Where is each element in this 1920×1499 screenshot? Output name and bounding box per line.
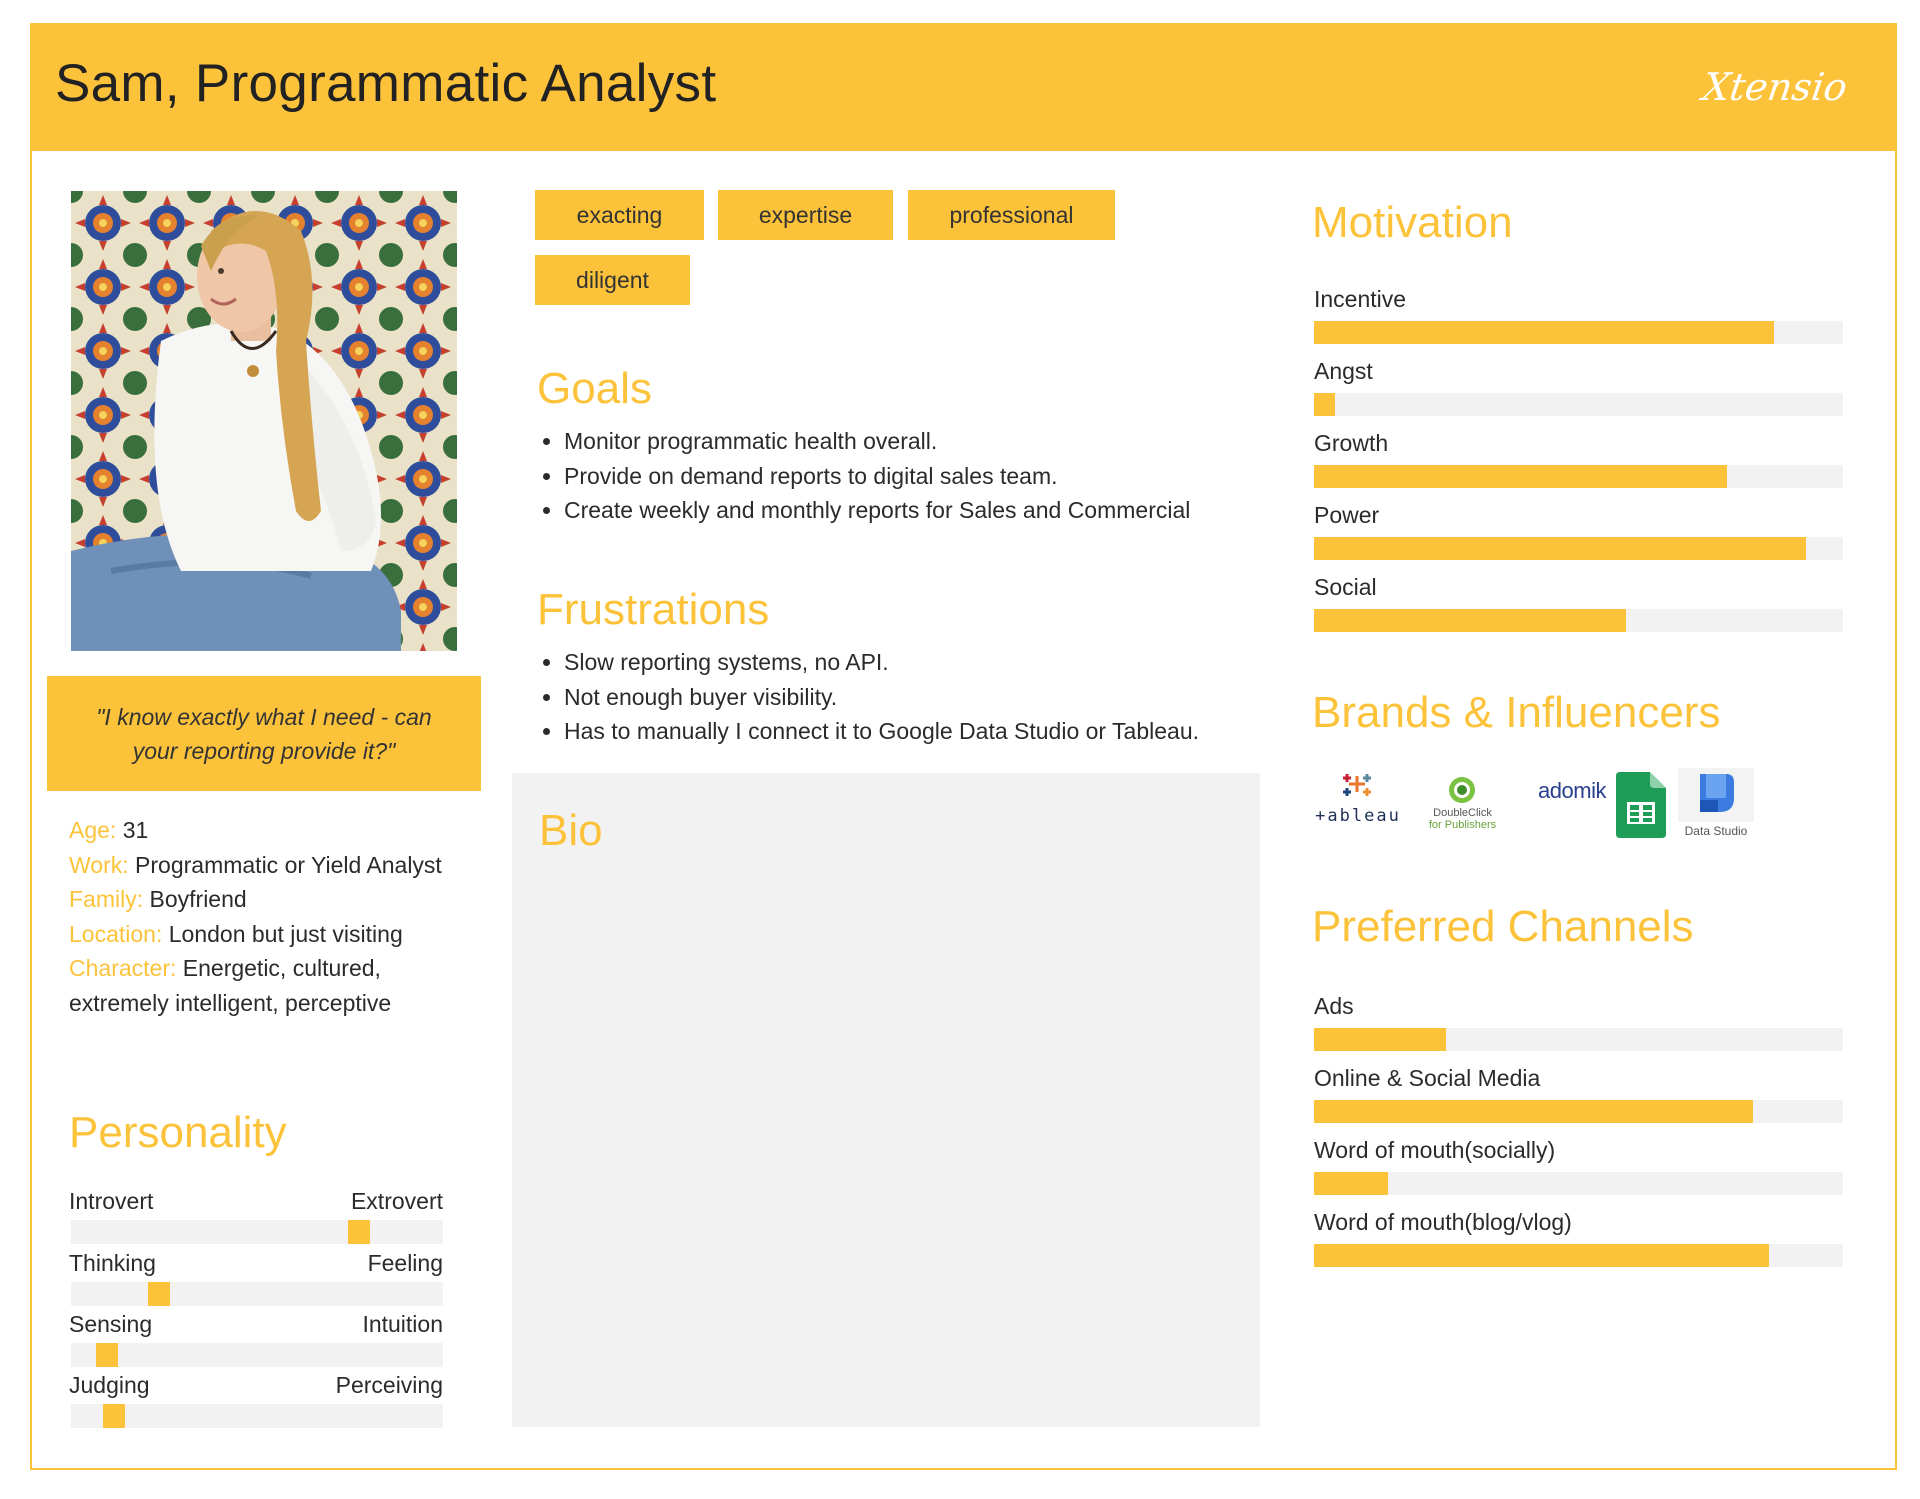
frustration-item: • Not enough buyer visibility. xyxy=(564,680,1199,715)
persona-photo xyxy=(71,191,457,651)
bar-track xyxy=(1314,537,1843,560)
motivation-bar xyxy=(1314,286,1843,346)
bar-track xyxy=(1314,465,1843,488)
slider-right-label: Feeling xyxy=(367,1250,443,1276)
bar-label: Growth xyxy=(1314,430,1389,456)
doubleclick-name: DoubleClick xyxy=(1433,807,1492,819)
demographic-value: Programmatic or Yield Analyst xyxy=(135,851,442,878)
demographic-label: Work: xyxy=(69,851,129,878)
bar-label: Angst xyxy=(1314,358,1373,384)
google-sheets-logo xyxy=(1616,772,1666,838)
bar-label: Power xyxy=(1314,502,1380,528)
slider-track xyxy=(71,1404,443,1428)
personality-slider xyxy=(69,1372,443,1432)
bar-fill xyxy=(1314,1244,1769,1267)
motivation-bar xyxy=(1314,502,1843,562)
persona-quote: "I know exactly what I need - can your reporting provide it?" xyxy=(47,676,481,791)
sheets-icon xyxy=(1616,772,1666,838)
brands-logos xyxy=(1310,770,1870,850)
channels-title: Preferred Channels xyxy=(1312,902,1694,951)
motivation-bar xyxy=(1314,574,1843,634)
demographic-character xyxy=(69,951,449,1020)
demographic-label: Character: xyxy=(69,955,177,981)
bar-track xyxy=(1314,609,1843,632)
slider-left-label: Introvert xyxy=(69,1188,154,1214)
demographics xyxy=(69,813,449,1020)
doubleclick-wordmark xyxy=(1410,807,1515,831)
personality-slider xyxy=(69,1250,443,1310)
slider-track xyxy=(71,1343,443,1367)
bar-track xyxy=(1314,1172,1843,1195)
channel-bar xyxy=(1314,1137,1843,1197)
bar-fill xyxy=(1314,321,1774,344)
frustrations-list xyxy=(538,645,1199,749)
slider-knob xyxy=(148,1282,170,1306)
bar-fill xyxy=(1314,465,1727,488)
goal-item: • Monitor programmatic health overall. xyxy=(564,424,1190,459)
channel-bar xyxy=(1314,1065,1843,1125)
personality-slider xyxy=(69,1311,443,1371)
channel-bar xyxy=(1314,993,1843,1053)
doubleclick-icon xyxy=(1410,775,1515,805)
demographic-label: Age: xyxy=(69,817,117,843)
demographic-age xyxy=(69,813,449,848)
header-bar xyxy=(30,23,1897,151)
bar-label: Word of mouth(blog/vlog) xyxy=(1314,1209,1572,1235)
bar-track xyxy=(1314,393,1843,416)
data-studio-wordmark: Data Studio xyxy=(1684,824,1748,838)
goal-item: • Create weekly and monthly reports for Sales and Commercial xyxy=(564,493,1190,528)
bar-label: Online & Social Media xyxy=(1314,1065,1541,1091)
bar-track xyxy=(1314,1100,1843,1123)
demographic-value: 31 xyxy=(122,817,149,843)
demographic-value: Boyfriend xyxy=(149,886,247,912)
data-studio-logo xyxy=(1678,768,1754,842)
demographic-value: London but just visiting xyxy=(168,920,403,947)
bar-track xyxy=(1314,321,1843,344)
demographic-label: Location: xyxy=(69,920,163,947)
frustration-item: • Slow reporting systems, no API. xyxy=(564,645,1199,680)
bar-label: Social xyxy=(1314,574,1377,600)
slider-track xyxy=(71,1282,443,1306)
personality-slider xyxy=(69,1188,443,1248)
slider-knob xyxy=(348,1220,370,1244)
tag-professional: professional xyxy=(908,190,1115,240)
slider-right-label: Perceiving xyxy=(335,1372,443,1398)
goal-item: • Provide on demand reports to digital sales team. xyxy=(564,459,1190,494)
slider-right-label: Intuition xyxy=(362,1311,443,1337)
bar-label: Word of mouth(socially) xyxy=(1314,1137,1556,1163)
slider-left-label: Thinking xyxy=(69,1250,156,1276)
demographic-work xyxy=(69,848,449,883)
tag-exacting: exacting xyxy=(535,190,704,240)
tableau-icon xyxy=(1310,770,1406,840)
bio-panel xyxy=(512,773,1260,1427)
adomik-logo: adomik xyxy=(1538,778,1606,803)
bar-fill xyxy=(1314,1172,1388,1195)
page-title: Sam, Programmatic Analyst xyxy=(55,54,717,113)
doubleclick-logo xyxy=(1410,775,1515,845)
tableau-logo xyxy=(1310,770,1406,840)
xtensio-logo[interactable]: Xtensio xyxy=(1700,65,1851,109)
slider-knob xyxy=(96,1343,118,1367)
motivation-bar xyxy=(1314,358,1843,418)
demographic-family xyxy=(69,882,449,917)
demographic-value: Energetic, cultured, extremely intelligent, perceptive xyxy=(69,955,392,1016)
goals-title: Goals xyxy=(537,364,652,413)
bar-fill xyxy=(1314,1100,1753,1123)
motivation-title: Motivation xyxy=(1312,198,1513,247)
slider-track xyxy=(71,1220,443,1244)
data-studio-icon xyxy=(1678,768,1754,822)
bar-fill xyxy=(1314,1028,1446,1051)
tableau-wordmark: +ableau xyxy=(1315,806,1401,826)
bar-label: Ads xyxy=(1314,993,1354,1019)
channel-bar xyxy=(1314,1209,1843,1269)
slider-knob xyxy=(103,1404,125,1428)
slider-right-label: Extrovert xyxy=(350,1188,443,1214)
demographic-label: Family: xyxy=(69,886,144,912)
bar-fill xyxy=(1314,609,1626,632)
personality-title: Personality xyxy=(69,1108,287,1157)
frustrations-title: Frustrations xyxy=(537,585,770,634)
doubleclick-sub: for Publishers xyxy=(1428,819,1497,831)
frustration-item: • Has to manually I connect it to Google Data Studio or Tableau. xyxy=(564,714,1199,749)
slider-left-label: Sensing xyxy=(69,1311,153,1337)
brands-title: Brands & Influencers xyxy=(1312,688,1721,737)
bar-fill xyxy=(1314,393,1335,416)
bar-fill xyxy=(1314,537,1806,560)
bar-track xyxy=(1314,1028,1843,1051)
bio-title: Bio xyxy=(539,806,603,855)
slider-left-label: Judging xyxy=(69,1372,150,1398)
bar-track xyxy=(1314,1244,1843,1267)
tag-expertise: expertise xyxy=(718,190,893,240)
goals-list xyxy=(538,424,1190,528)
tag-diligent: diligent xyxy=(535,255,690,305)
motivation-bar xyxy=(1314,430,1843,490)
demographic-location xyxy=(69,917,449,952)
bar-label: Incentive xyxy=(1314,286,1407,312)
